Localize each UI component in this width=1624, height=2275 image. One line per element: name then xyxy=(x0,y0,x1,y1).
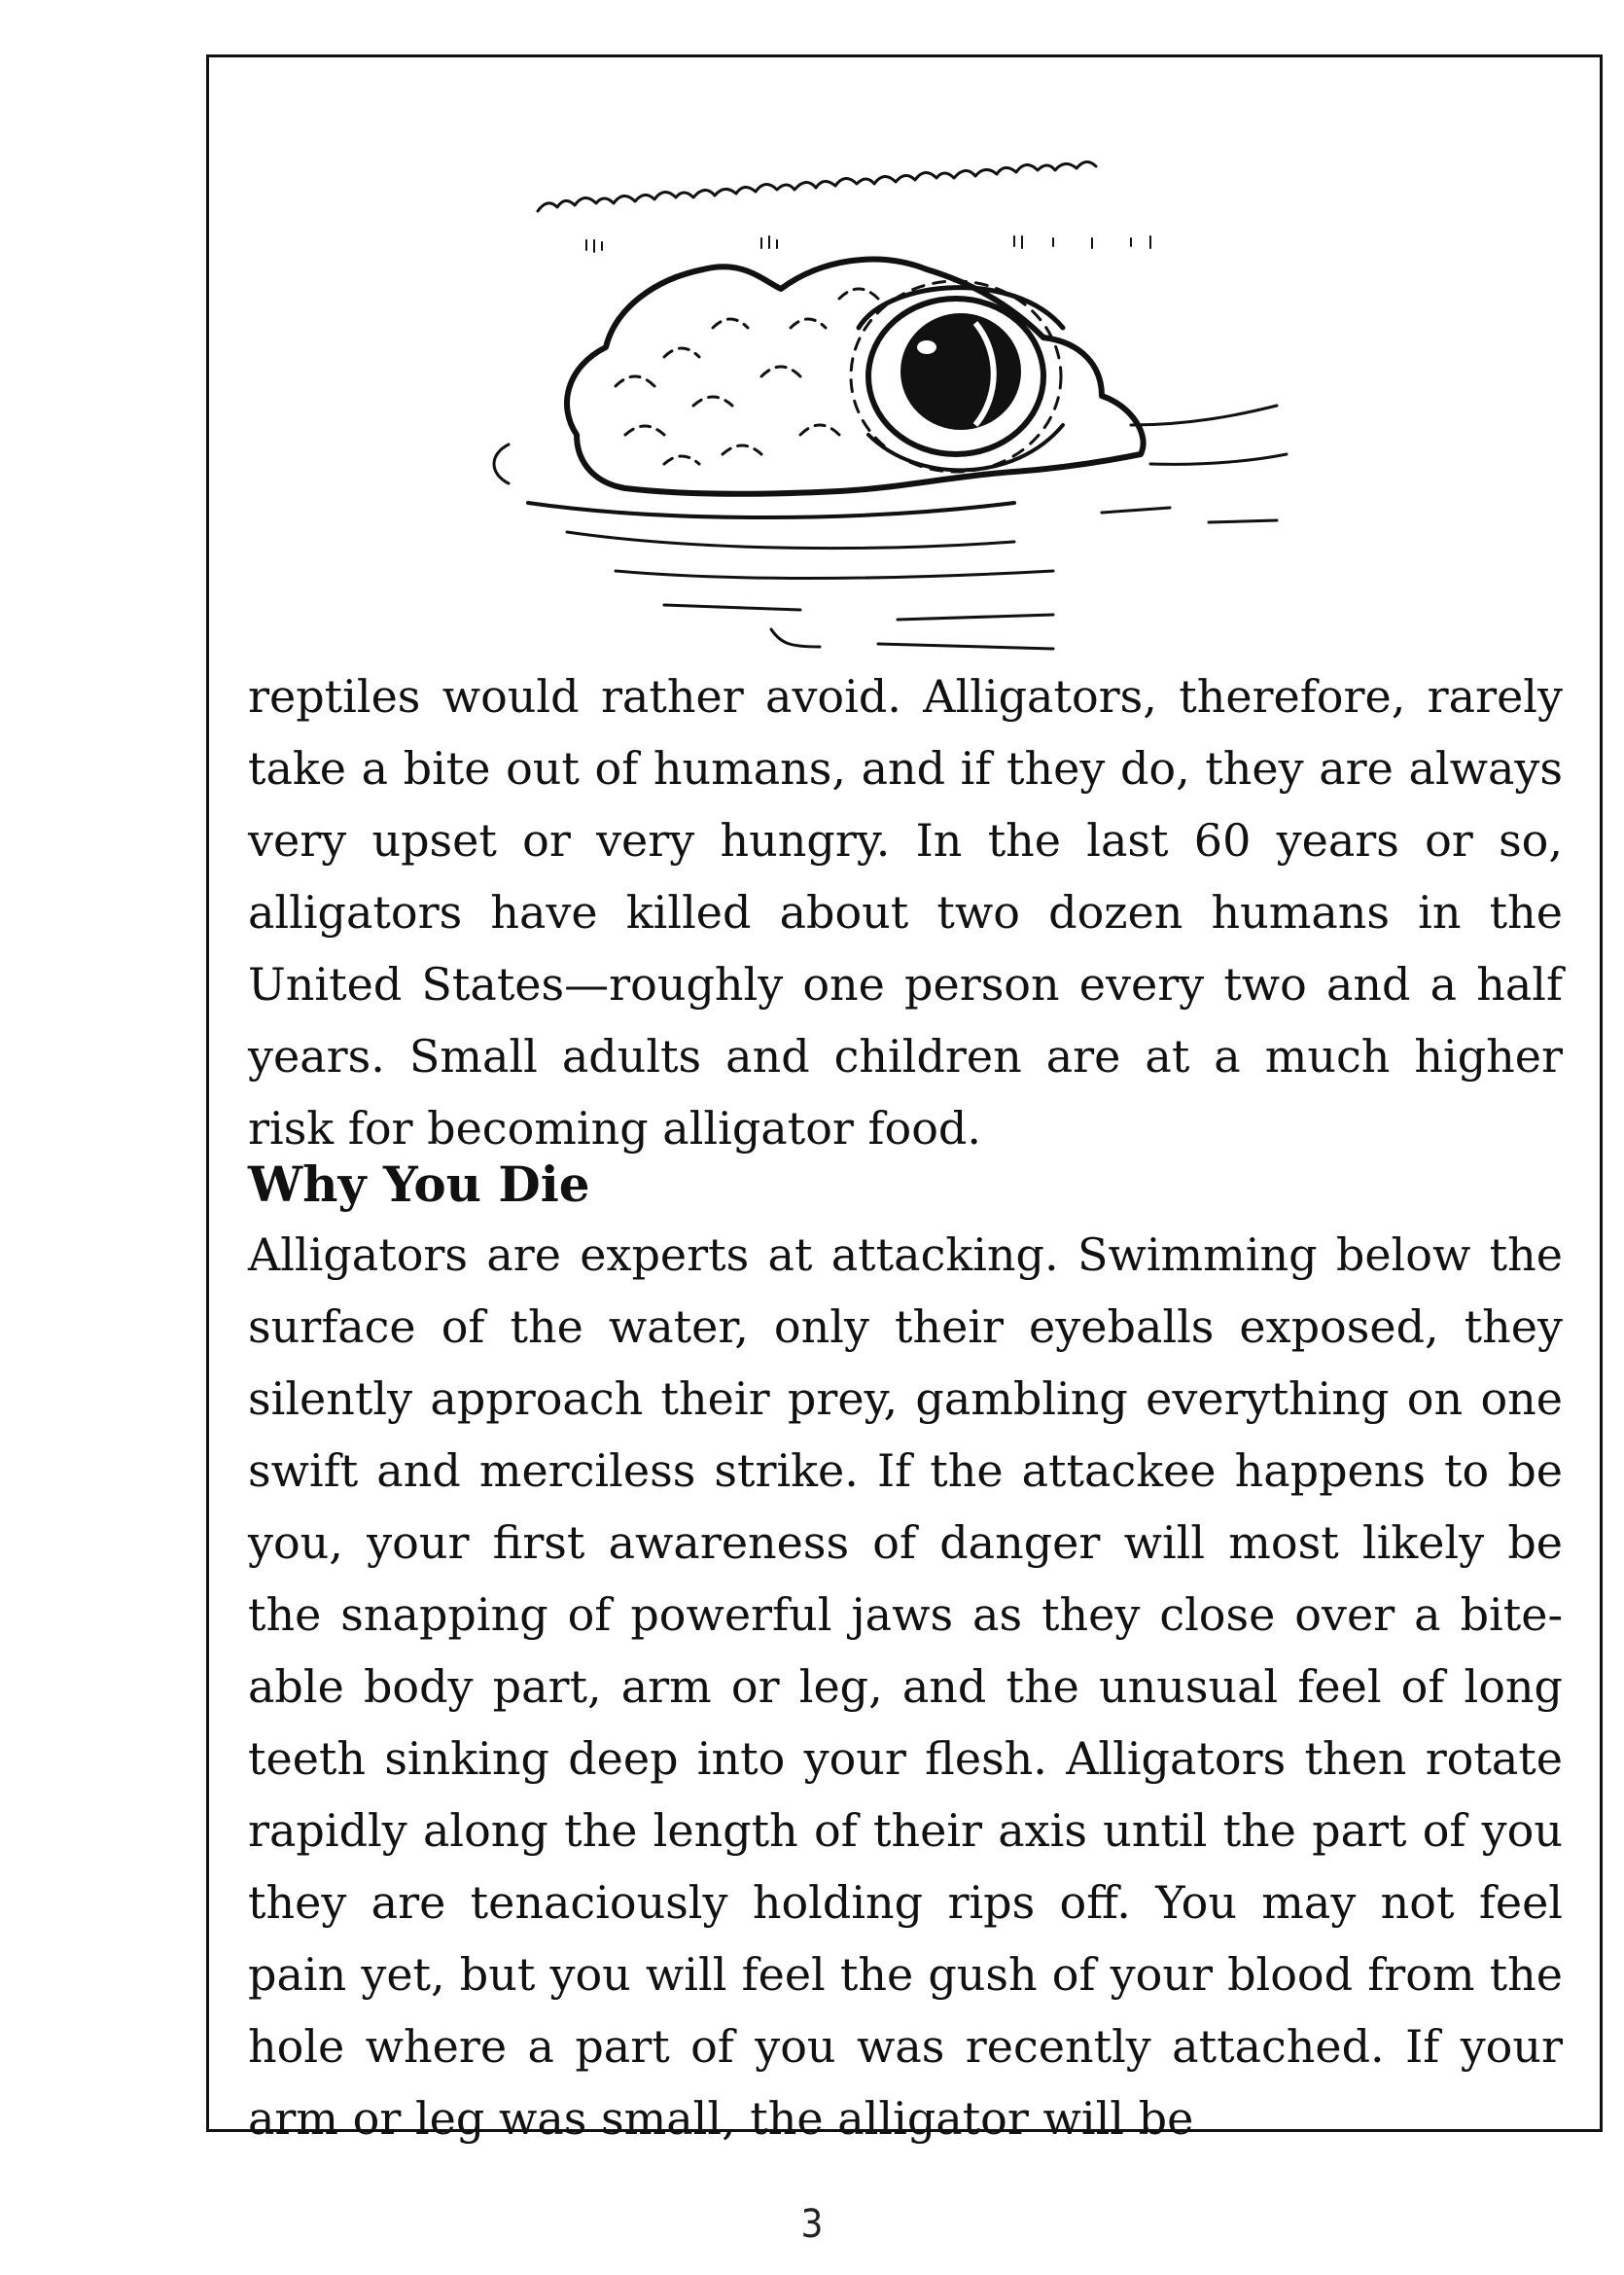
alligator-eye-illustration-icon xyxy=(470,114,1345,658)
page-number: 3 xyxy=(800,2202,824,2247)
paragraph-2: Alligators are experts at attacking. Swimming below the surface of the water, only their eyeballs exposed, they silently approach their prey, gambling everything on one swift and merciless strike. If the attackee happens to be you, your first awareness of danger will most likely be the snapping of powerful jaws as they close over a bite-able body part, arm or leg, and the unusual feel of long teeth sinking deep into your flesh. Alligators then rotate rapidly along the length of their axis until the part of you they are tenaciously holding rips off. You may not feel pain yet, but you will feel the gush of your blood from the hole where a part of you was recently attached. If your arm or leg was small, the alligator will be xyxy=(248,1228,1563,2145)
paragraph-1: reptiles would rather avoid. Alligators, therefore, rarely take a bite out of humans, and if they do, they are always very upset or very hungry. In the last 60 years or so, alligators have killed about two dozen humans in the United States—roughly one person every two and a half years. Small adults and children are at a much higher risk for becoming alligator food. xyxy=(248,670,1563,1155)
section-heading: Why You Die xyxy=(248,1155,590,1213)
page-frame xyxy=(206,54,1603,2145)
